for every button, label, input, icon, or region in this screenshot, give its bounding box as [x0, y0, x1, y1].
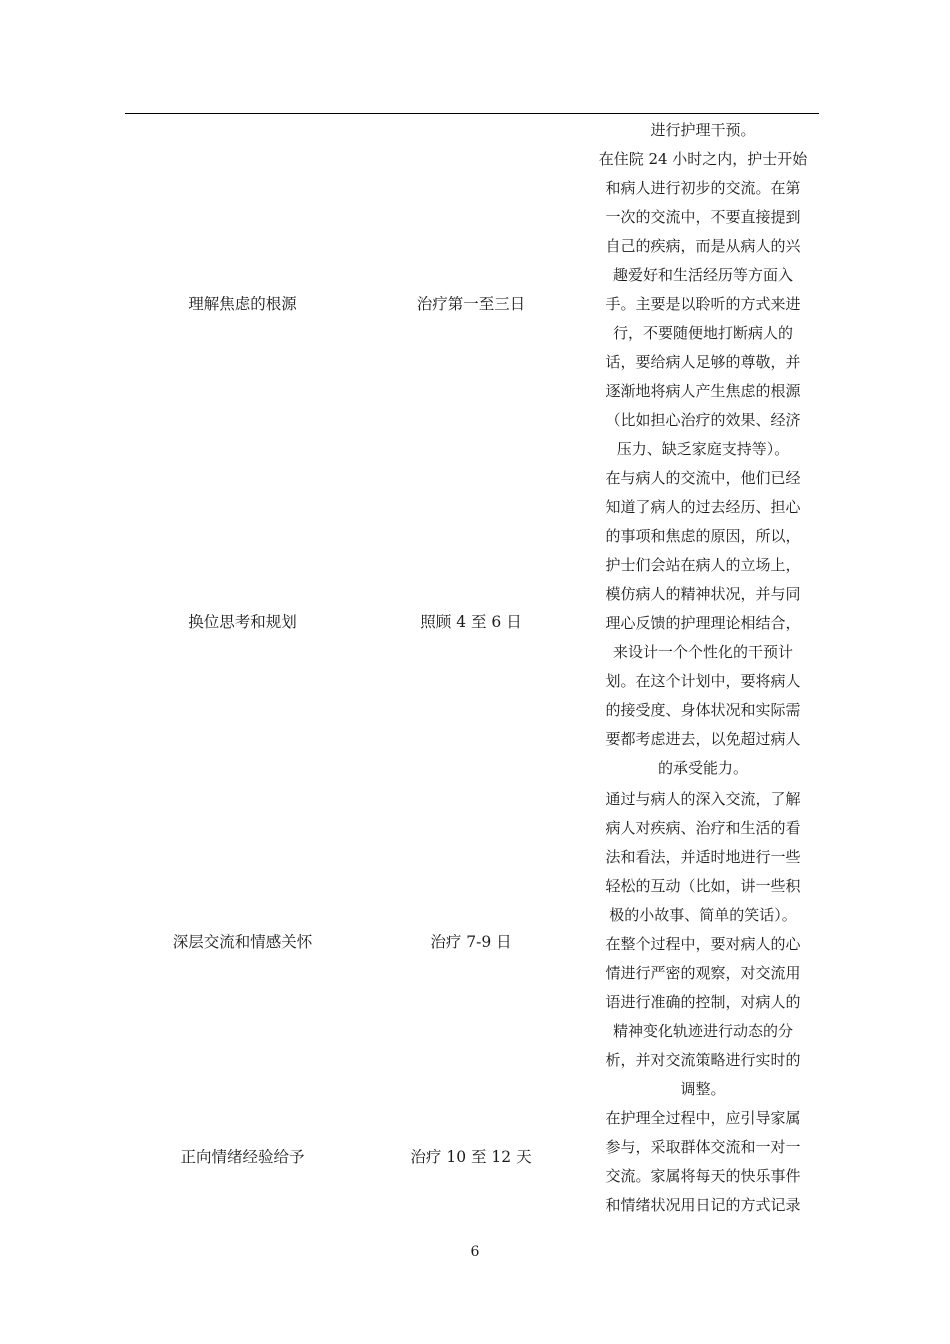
page-number: 6 [470, 1244, 480, 1260]
stage-cell: 换位思考和规划 [188, 613, 297, 631]
content-line: 的承受能力。 [657, 759, 748, 777]
content-line: 轻松的互动（比如，讲一些积 [605, 877, 801, 895]
content-line: 理心反馈的护理理论相结合， [605, 614, 801, 632]
content-line: 语进行准确的控制，对病人的 [605, 993, 801, 1011]
content-line: 逐渐地将病人产生焦虑的根源 [605, 382, 801, 400]
content-line: 划。在这个计划中，要将病人 [605, 672, 801, 690]
content-line: 在护理全过程中，应引导家属 [605, 1109, 801, 1127]
content-line: 行，不要随便地打断病人的 [612, 324, 793, 342]
content-line: 的接受度、身体状况和实际需 [605, 701, 801, 719]
content-line: 极的小故事、简单的笑话）。 [609, 906, 797, 924]
content-line: 手。主要是以聆听的方式来进 [605, 295, 801, 313]
content-line: （比如担心治疗的效果、经济 [605, 411, 801, 429]
content-line: 来设计一个个性化的干预计 [612, 643, 793, 661]
content-line: 压力、缺乏家庭支持等）。 [616, 440, 790, 458]
content-line: 和病人进行初步的交流。在第 [605, 179, 801, 197]
content-line: 法和看法，并适时地进行一些 [605, 848, 801, 866]
time-cell: 治疗第一至三日 [416, 295, 526, 313]
continued-cell-text: 进行护理干预。 [650, 121, 756, 139]
content-cell [588, 145, 818, 464]
content-line: 的事项和焦虑的原因，所以， [605, 527, 801, 545]
stage-cell: 正向情绪经验给予 [180, 1148, 305, 1166]
content-line: 要都考虑进去，以免超过病人 [605, 730, 801, 748]
content-line: 话，要给病人足够的尊敬，并 [605, 353, 801, 371]
content-line: 在整个过程中，要对病人的心 [605, 935, 801, 953]
content-line: 情进行严密的观察，对交流用 [605, 964, 801, 982]
content-line: 护士们会站在病人的立场上， [605, 556, 801, 574]
content-line: 和情绪状况用日记的方式记录 [605, 1196, 801, 1214]
content-line: 自己的疾病，而是从病人的兴 [605, 237, 801, 255]
content-line: 在与病人的交流中，他们已经 [605, 469, 801, 487]
content-line: 趣爱好和生活经历等方面入 [612, 266, 793, 284]
content-line: 调整。 [680, 1080, 726, 1098]
content-line: 在住院 24 小时之内，护士开始 [598, 150, 808, 168]
table-top-rule [125, 113, 819, 114]
time-cell: 照顾 4 至 6 日 [420, 613, 522, 631]
content-line: 模仿病人的精神状况，并与同 [605, 585, 801, 603]
content-cell [588, 1104, 818, 1220]
content-line: 参与，采取群体交流和一对一 [605, 1138, 801, 1156]
time-cell: 治疗 10 至 12 天 [410, 1148, 532, 1166]
content-line: 病人对疾病、治疗和生活的看 [605, 819, 801, 837]
stage-cell: 理解焦虑的根源 [188, 295, 297, 313]
content-line: 析，并对交流策略进行实时的 [605, 1051, 801, 1069]
content-cell [588, 785, 818, 1104]
content-line: 精神变化轨迹进行动态的分 [612, 1022, 793, 1040]
content-line: 知道了病人的过去经历、担心 [605, 498, 801, 516]
content-line: 一次的交流中，不要直接提到 [605, 208, 801, 226]
stage-cell: 深层交流和情感关怀 [172, 933, 313, 951]
content-cell [588, 464, 818, 783]
time-cell: 治疗 7-9 日 [430, 933, 512, 951]
content-line: 交流。家属将每天的快乐事件 [605, 1167, 801, 1185]
content-line: 通过与病人的深入交流，了解 [605, 790, 801, 808]
